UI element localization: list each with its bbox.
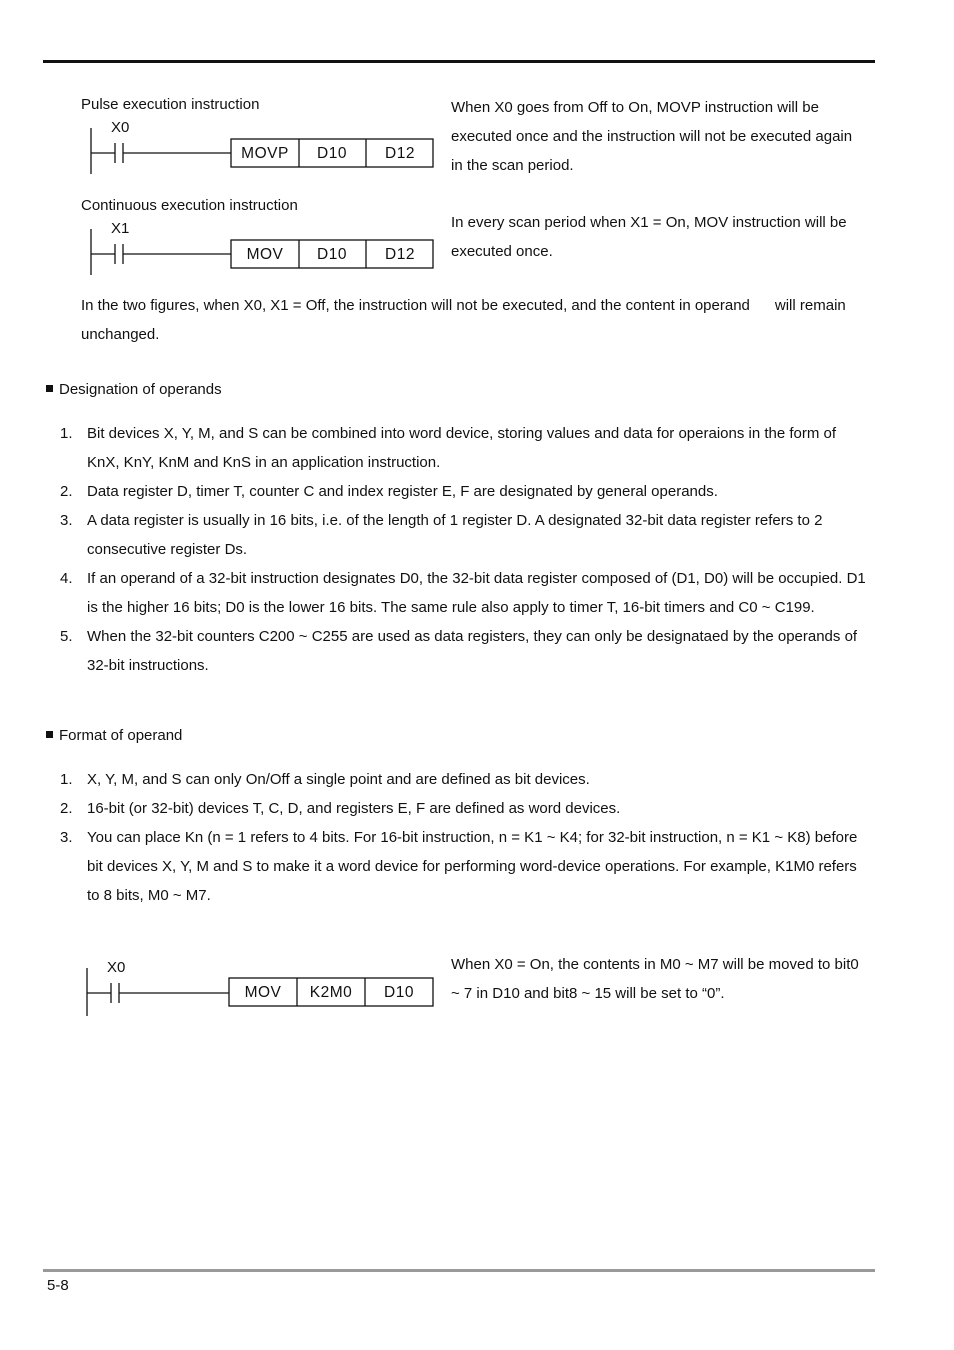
format-heading (46, 726, 182, 746)
example-contact-label: X0 (107, 959, 126, 976)
list-item: 5. When the 32-bit counters C200 ~ C255 are used as data registers, they can only be designataed by the operands of 32-bit instructions. (60, 628, 858, 674)
list-item: 3. You can place Kn (n = 1 refers to 4 bits. For 16-bit instruction, n = K1 ~ K4; for 32-bit instruction, n = K1 ~ K8) before bit devices X, Y, M and S to make it a word device for performing word-device operations. For example, K1M0 refers to 8 bits, M0 ~ M7. (60, 829, 858, 904)
pulse-operand-1: D10 (317, 145, 347, 162)
page-number: 5-8 (47, 1277, 69, 1294)
pulse-operand-2: D12 (385, 145, 415, 162)
header-rule (43, 60, 875, 63)
list-item: 1. X, Y, M, and S can only On/Off a single point and are defined as bit devices. (60, 771, 590, 788)
square-bullet-icon (46, 385, 53, 392)
example-operand-1: K2M0 (309, 984, 353, 1001)
list-item: 4. If an operand of a 32-bit instruction designates D0, the 32-bit data register composed of (D1, D0) will be occupied. D1 is the higher 16 bits; D0 is the lower 16 bits. The same rule also apply to timer T, 16-bit timers and C0 ~ C199. (60, 570, 866, 616)
list-item: 3. A data register is usually in 16 bits, i.e. of the length of 1 register D. A designated 32-bit data register refers to 2 consecutive register Ds. (60, 512, 823, 558)
footer-rule (43, 1269, 875, 1272)
pulse-caption: Pulse execution instruction (81, 96, 260, 113)
pulse-instruction: MOVP (241, 145, 289, 162)
continuous-instruction: MOV (246, 246, 284, 263)
designation-list (60, 419, 870, 680)
pulse-ladder-diagram (88, 112, 438, 180)
example-operand-2: D10 (384, 984, 414, 1001)
continuous-ladder-diagram (88, 213, 438, 281)
designation-heading-text: Designation of operands (59, 381, 222, 398)
pulse-description: When X0 goes from Off to On, MOVP instruction will be executed once and the instruction will not be executed again in the scan period. (451, 99, 853, 174)
format-heading-text: Format of operand (59, 727, 183, 744)
list-item: 2. Data register D, timer T, counter C and index register E, F are designated by general operands. (60, 483, 718, 500)
continuous-operand-1: D10 (317, 246, 347, 263)
example-instruction: MOV (244, 984, 282, 1001)
continuous-contact-label: X1 (111, 220, 130, 237)
designation-heading (46, 380, 222, 400)
format-list (60, 765, 870, 910)
list-item: 1. Bit devices X, Y, M, and S can be combined into word device, storing values and data for operaions in the form of KnX, KnY, KnM and KnS in an application instruction. (60, 425, 837, 471)
pulse-contact-label: X0 (111, 119, 130, 136)
continuous-description: In every scan period when X1 = On, MOV instruction will be executed once. (451, 214, 847, 260)
example-ladder-diagram (84, 952, 438, 1020)
note-paragraph: In the two figures, when X0, X1 = Off, the instruction will not be executed, and the content in operand will remain unchanged. (81, 297, 850, 343)
continuous-caption: Continuous execution instruction (81, 197, 298, 214)
example-description: When X0 = On, the contents in M0 ~ M7 will be moved to bit0 ~ 7 in D10 and bit8 ~ 15 will be set to “0”. (451, 956, 859, 1002)
list-item: 2. 16-bit (or 32-bit) devices T, C, D, and registers E, F are defined as word devices. (60, 800, 621, 817)
continuous-operand-2: D12 (385, 246, 415, 263)
square-bullet-icon (46, 731, 53, 738)
